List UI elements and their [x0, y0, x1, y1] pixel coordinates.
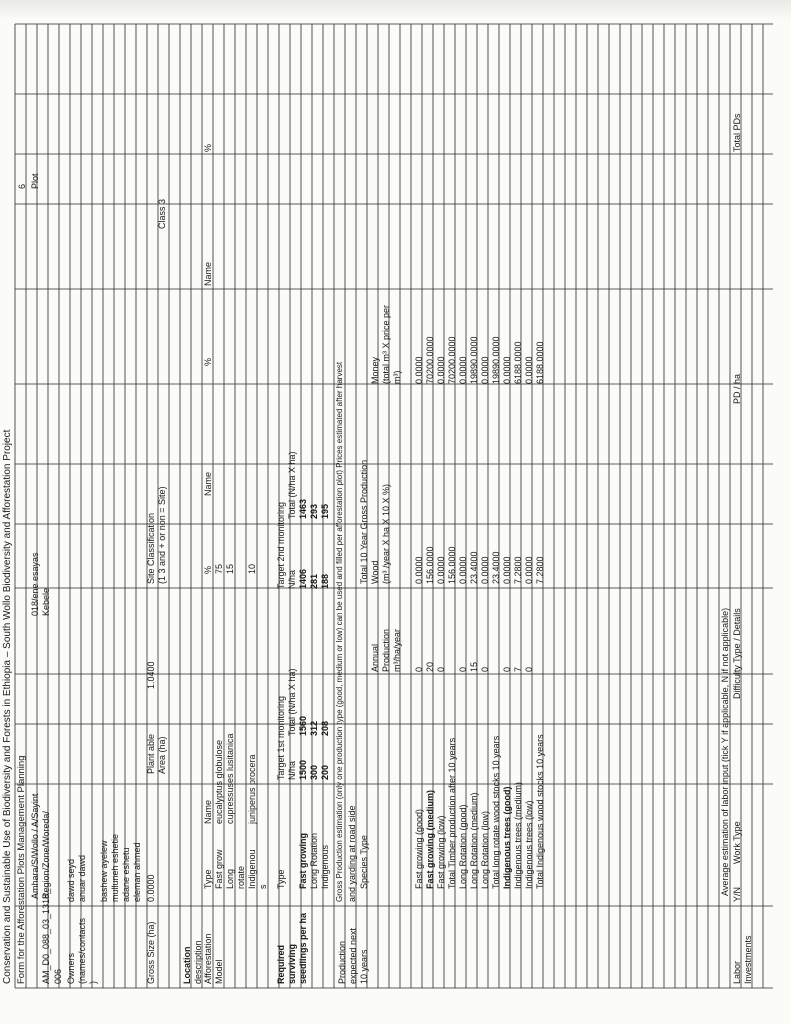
- wood-cell: 0.0000: [524, 556, 534, 584]
- annual-cell: 0: [458, 666, 468, 672]
- gross-size-value: 0.0000: [146, 874, 156, 902]
- annual-header-3: m³/ha/year: [392, 628, 402, 672]
- target2-nha-header: N/ha: [287, 569, 297, 589]
- labor-pd-header: PD / ha: [732, 373, 742, 404]
- labor-label: Labor: [732, 960, 742, 984]
- money-cell: 0.0000: [414, 356, 424, 384]
- species-cell: Long Rotation (good): [458, 804, 468, 889]
- species-cell: Fast growing (good): [414, 808, 424, 889]
- species-cell: Long Rotation (low): [480, 810, 490, 889]
- wood-header: Wood: [370, 560, 380, 584]
- model-pct-cell: 15: [225, 563, 235, 574]
- owner-name: mulluneh eshetie: [110, 833, 120, 902]
- model-pct2-header: %: [203, 357, 213, 366]
- target2-total-cell: 293: [309, 503, 319, 519]
- money-cell: 0.0000: [524, 356, 534, 384]
- model-name-cell: eucalyptus globulose: [214, 739, 224, 824]
- owners-label-2: (names/contacts: [77, 917, 87, 984]
- target2-total-cell: 195: [320, 503, 330, 519]
- owner-name: anuar dawd: [77, 854, 87, 902]
- seedlings-type-header: Type: [276, 869, 286, 889]
- labor-work-header: Work Type: [732, 821, 742, 864]
- production-label-2: expected next: [348, 927, 358, 984]
- wood-cell: 23.4000: [469, 551, 479, 584]
- species-cell: Long Rotation (medium): [469, 792, 479, 889]
- plot-number: 6: [17, 183, 27, 189]
- production-note-2: and yarding at road side: [347, 805, 357, 902]
- model-type-cell: rotate: [236, 865, 246, 889]
- model-label-2: Model: [214, 959, 224, 984]
- page-edge-shadow: [0, 0, 791, 20]
- wood-cell: 0.0000: [458, 556, 468, 584]
- species-cell: Indigenous trees (good): [502, 786, 512, 889]
- kebele-value: 018/ene esayas: [30, 552, 40, 616]
- annual-cell: 20: [425, 661, 435, 672]
- money-cell: 0.0000: [480, 356, 490, 384]
- money-cell: 70200.0000: [425, 336, 435, 384]
- model-name2-header: Name: [203, 471, 213, 496]
- money-header-2: (total m³ X price per: [381, 304, 391, 384]
- money-cell: 19890.0000: [469, 336, 479, 384]
- seedlings-label: Required: [276, 944, 286, 984]
- wood-header-2: (m³ /year X ha X 10 X %): [381, 483, 391, 584]
- target1-total-cell: 312: [309, 720, 319, 736]
- production-label: Production: [337, 940, 347, 984]
- record-code-cont: 006: [53, 968, 63, 984]
- species-cell: Total Indigenous wood stocks 10 years: [535, 734, 545, 889]
- owner-name: bashew ayelew: [99, 840, 109, 902]
- species-cell: Total Timber production after 10 years: [447, 737, 457, 889]
- location-label-2: description: [193, 940, 203, 984]
- model-name-header: Name: [203, 799, 213, 824]
- money-cell: 0.0000: [502, 356, 512, 384]
- annual-cell: 0: [524, 666, 534, 672]
- target1-nha-cell: 300: [309, 764, 319, 780]
- seedling-type-cell: Fast growing: [298, 833, 308, 889]
- model-label: Afforestation: [203, 933, 213, 984]
- wood-cell: 0.0000: [436, 556, 446, 584]
- model-type-cell: Long: [225, 868, 235, 889]
- kebele-label: Kebele: [41, 587, 51, 616]
- record-code: AM_D0_088_03_1318_: [41, 888, 51, 984]
- model-type-cell: Fast grow: [214, 849, 224, 889]
- species-cell: Fast growing (medium): [425, 790, 435, 889]
- area-label: Area (ha): [157, 736, 167, 774]
- gross-size-label: Gross Size (ha): [146, 921, 156, 984]
- wood-cell: 7.2800: [513, 556, 523, 584]
- money-cell: 6188.0000: [513, 341, 523, 384]
- labor-yn-header: Y/N: [732, 886, 742, 902]
- annual-cell: 0: [480, 666, 490, 672]
- annual-header: Annual: [370, 643, 380, 672]
- wood-cell: 7.2800: [535, 556, 545, 584]
- owners-label-3: ): [88, 981, 98, 984]
- labor-difficulty-header: Difficulty Type / Details: [732, 608, 742, 699]
- species-type-header: Species Type: [359, 835, 369, 889]
- model-pct3-header: %: [203, 143, 213, 152]
- site-class-sub: (1 3 and + or non = Site): [157, 486, 167, 584]
- wood-cell: 0.0000: [414, 556, 424, 584]
- total-production-header: Total 10 Year Gross Production: [359, 459, 369, 584]
- labor-note: Average estimation of labor input (tick Y if applicable, N if not applicable): [720, 607, 730, 896]
- money-header: Money: [370, 356, 380, 384]
- target1-total-cell: 1560: [298, 715, 308, 736]
- money-cell: 0.0000: [436, 356, 446, 384]
- target1-nha-header: N/ha: [287, 760, 297, 780]
- target1-total-cell: 208: [320, 720, 330, 736]
- location-label: Location: [182, 946, 192, 984]
- target2-total-cell: 1463: [298, 498, 308, 519]
- model-type-header: Type: [203, 869, 213, 889]
- annual-cell: 15: [469, 661, 479, 672]
- annual-cell: 0: [414, 666, 424, 672]
- species-cell: Total long rotate wood stocks 10 years: [491, 735, 501, 889]
- species-cell: Indigenous trees (medium): [513, 781, 523, 889]
- site-class-value: Class 3: [157, 198, 167, 229]
- annual-cell: 0: [436, 666, 446, 672]
- target2-nha-cell: 281: [309, 573, 319, 589]
- model-name3-header: Name: [203, 261, 213, 286]
- money-header-3: m³): [392, 370, 402, 384]
- target1-nha-cell: 1500: [298, 759, 308, 780]
- money-cell: 6188.0000: [535, 341, 545, 384]
- target1-header: Target 1st monitoring: [276, 695, 286, 780]
- species-cell: Fast growing (low): [436, 815, 446, 889]
- wood-cell: 156.0000: [447, 546, 457, 584]
- model-pct-cell: 75: [214, 563, 224, 574]
- model-pct-cell: 10: [247, 563, 257, 574]
- annual-cell: 0: [502, 666, 512, 672]
- plantable-value: 1.0400: [146, 661, 156, 689]
- owner-name: eleman ahmed: [132, 842, 142, 902]
- wood-cell: 0.0000: [502, 556, 512, 584]
- wood-cell: 156.0000: [425, 546, 435, 584]
- region-value: Amhara/S/Wollo / A/Sayint: [30, 793, 40, 899]
- seedling-type-cell: Indigenous: [320, 844, 330, 889]
- production-note: Gross Production estimation (only one production type (good, medium or low) can be used and filled per afforestation plot) Prices estimated after harvest: [335, 361, 344, 902]
- form-title: Form for the Afforestation Plots Management Planning: [16, 755, 27, 984]
- species-cell: Indigenous trees (low): [524, 800, 534, 889]
- target2-header: Target 2nd monitoring: [276, 501, 286, 589]
- money-cell: 70200.0000: [447, 336, 457, 384]
- plot-label: Plot: [30, 173, 40, 189]
- labor-total-header: Total PDs: [732, 113, 742, 152]
- wood-cell: 23.4000: [491, 551, 501, 584]
- target2-total-header: Total (N/ha X ha): [287, 451, 297, 519]
- target1-nha-cell: 200: [320, 764, 330, 780]
- owner-name: dawd seyd: [66, 858, 76, 902]
- wood-cell: 0.0000: [480, 556, 490, 584]
- target1-total-header: Total (N/ha X ha): [287, 668, 297, 736]
- site-class-label: Site Classification: [146, 512, 156, 584]
- annual-cell: 7: [513, 666, 523, 672]
- model-name-cell: cupressuses lusitanica: [225, 733, 235, 824]
- model-type-cell: s: [258, 884, 268, 889]
- money-cell: 0.0000: [458, 356, 468, 384]
- seedling-type-cell: Long Rotation: [309, 832, 319, 889]
- model-pct-header: %: [203, 565, 213, 574]
- labor-label-2: Investments: [743, 935, 753, 984]
- model-type-cell: Indigenou: [247, 849, 257, 889]
- money-cell: 19890.0000: [491, 336, 501, 384]
- owner-name: adane eshetu: [121, 847, 131, 902]
- seedlings-label-3: seedlings per ha: [298, 912, 308, 984]
- production-label-3: 10 years: [359, 949, 369, 984]
- target2-nha-cell: 188: [320, 573, 330, 589]
- region-label: Region/Zone/Woreda/: [41, 811, 51, 899]
- seedlings-label-2: surviving: [287, 943, 297, 984]
- owners-label: Owners: [66, 952, 76, 984]
- model-name-cell: juniperus procera: [247, 754, 257, 824]
- project-title: Conservation and Sustainable Use of Biodiversity and Forests in Ethiopia – South Wollo Biodiversity and Afforestation Project: [2, 429, 13, 984]
- annual-header-2: Production: [381, 628, 391, 672]
- plantable-label: Plant able: [146, 733, 156, 774]
- target2-nha-cell: 1406: [298, 568, 308, 589]
